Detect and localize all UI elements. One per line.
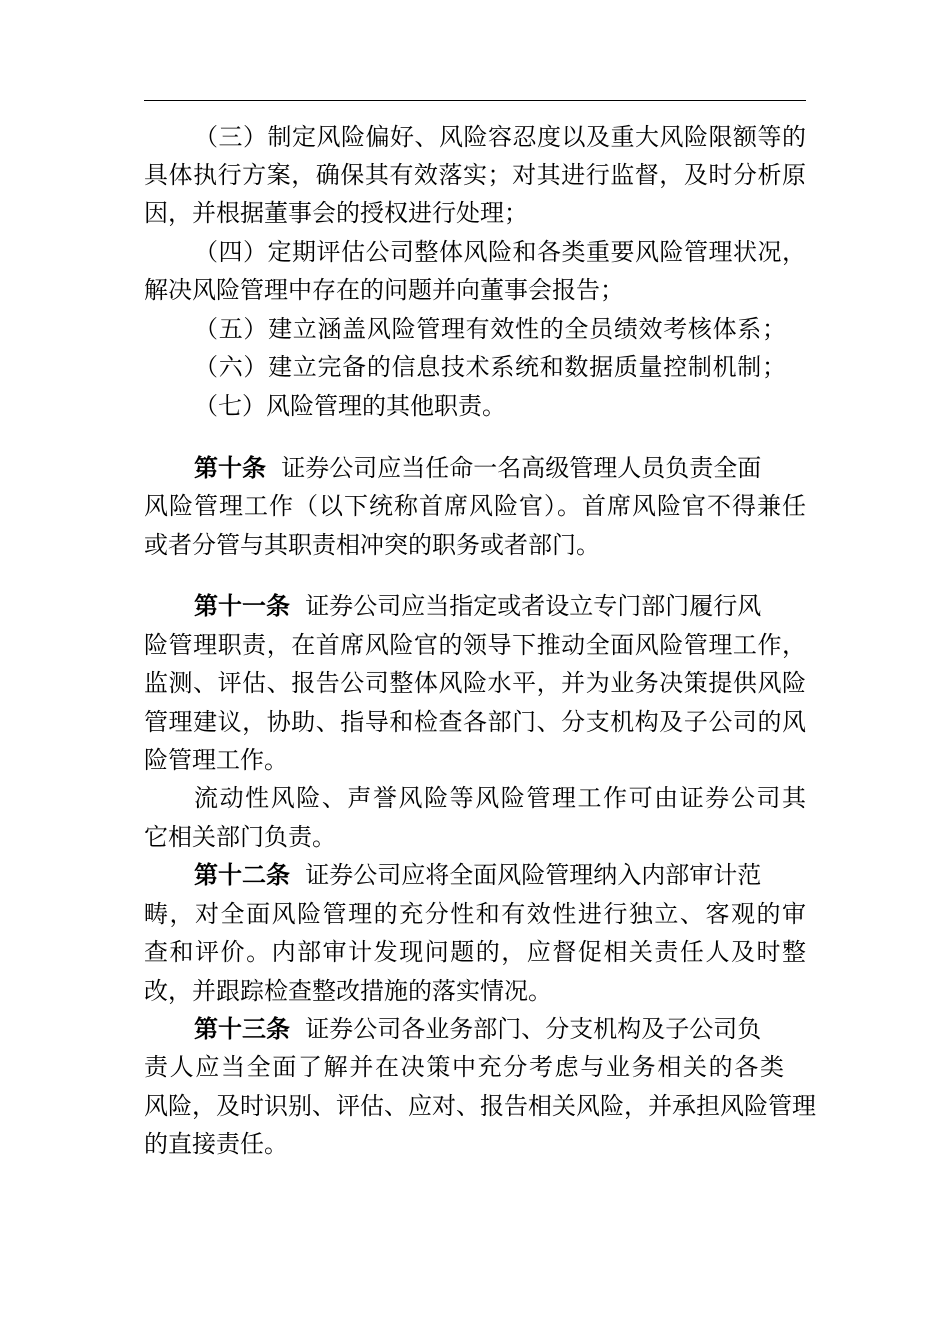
text-line: 查和评价。内部审计发现问题的，应督促相关责任人及时整 (144, 938, 806, 966)
article-10-first-line: 第十条 证券公司应当任命一名高级管理人员负责全面 (194, 453, 762, 482)
article-11-heading: 第十一条 (194, 591, 290, 620)
article-12-heading: 第十二条 (194, 860, 290, 889)
text-line: 监测、评估、报告公司整体风险水平，并为业务决策提供风险 (144, 669, 806, 697)
article-10-heading: 第十条 (194, 453, 266, 482)
text-line: （三）制定风险偏好、风险容忍度以及重大风险限额等的 (194, 123, 806, 151)
text-line: 流动性风险、声誉风险等风险管理工作可由证券公司其 (194, 784, 806, 812)
text-line: （六）建立完备的信息技术系统和数据质量控制机制； (194, 353, 786, 381)
text-line: 改，并跟踪检查整改措施的落实情况。 (144, 977, 552, 1005)
text-line: 险管理职责，在首席风险官的领导下推动全面风险管理工作， (144, 631, 806, 659)
text-line: （四）定期评估公司整体风险和各类重要风险管理状况， (194, 238, 806, 266)
text-line: 责人应当全面了解并在决策中充分考虑与业务相关的各类 (144, 1053, 784, 1081)
text-line: （七）风险管理的其他职责。 (194, 392, 506, 420)
article-13-first-line: 第十三条 证券公司各业务部门、分支机构及子公司负 (194, 1014, 762, 1043)
text-line: 或者分管与其职责相冲突的职务或者部门。 (144, 531, 600, 559)
text-line: 风险，及时识别、评估、应对、报告相关风险，并承担风险管理 (144, 1092, 816, 1120)
text-line: 的直接责任。 (144, 1130, 288, 1158)
text-line: 因，并根据董事会的授权进行处理； (144, 199, 528, 227)
text-line: （五）建立涵盖风险管理有效性的全员绩效考核体系； (194, 315, 786, 343)
text-line: 险管理工作。 (144, 746, 288, 774)
article-11-first-line: 第十一条 证券公司应当指定或者设立专门部门履行风 (194, 591, 762, 620)
text-line: 风险管理工作（以下统称首席风险官）。首席风险官不得兼任 (144, 492, 806, 520)
text-line: 管理建议，协助、指导和检查各部门、分支机构及子公司的风 (144, 708, 806, 736)
text-line: 解决风险管理中存在的问题并向董事会报告； (144, 276, 624, 304)
header-rule (144, 100, 806, 101)
text-line: 畴，对全面风险管理的充分性和有效性进行独立、客观的审 (144, 900, 806, 928)
article-12-first-line: 第十二条 证券公司应将全面风险管理纳入内部审计范 (194, 860, 762, 889)
article-13-heading: 第十三条 (194, 1014, 290, 1043)
text-line: 它相关部门负责。 (144, 823, 336, 851)
text-line: 具体执行方案，确保其有效落实；对其进行监督，及时分析原 (144, 161, 806, 189)
